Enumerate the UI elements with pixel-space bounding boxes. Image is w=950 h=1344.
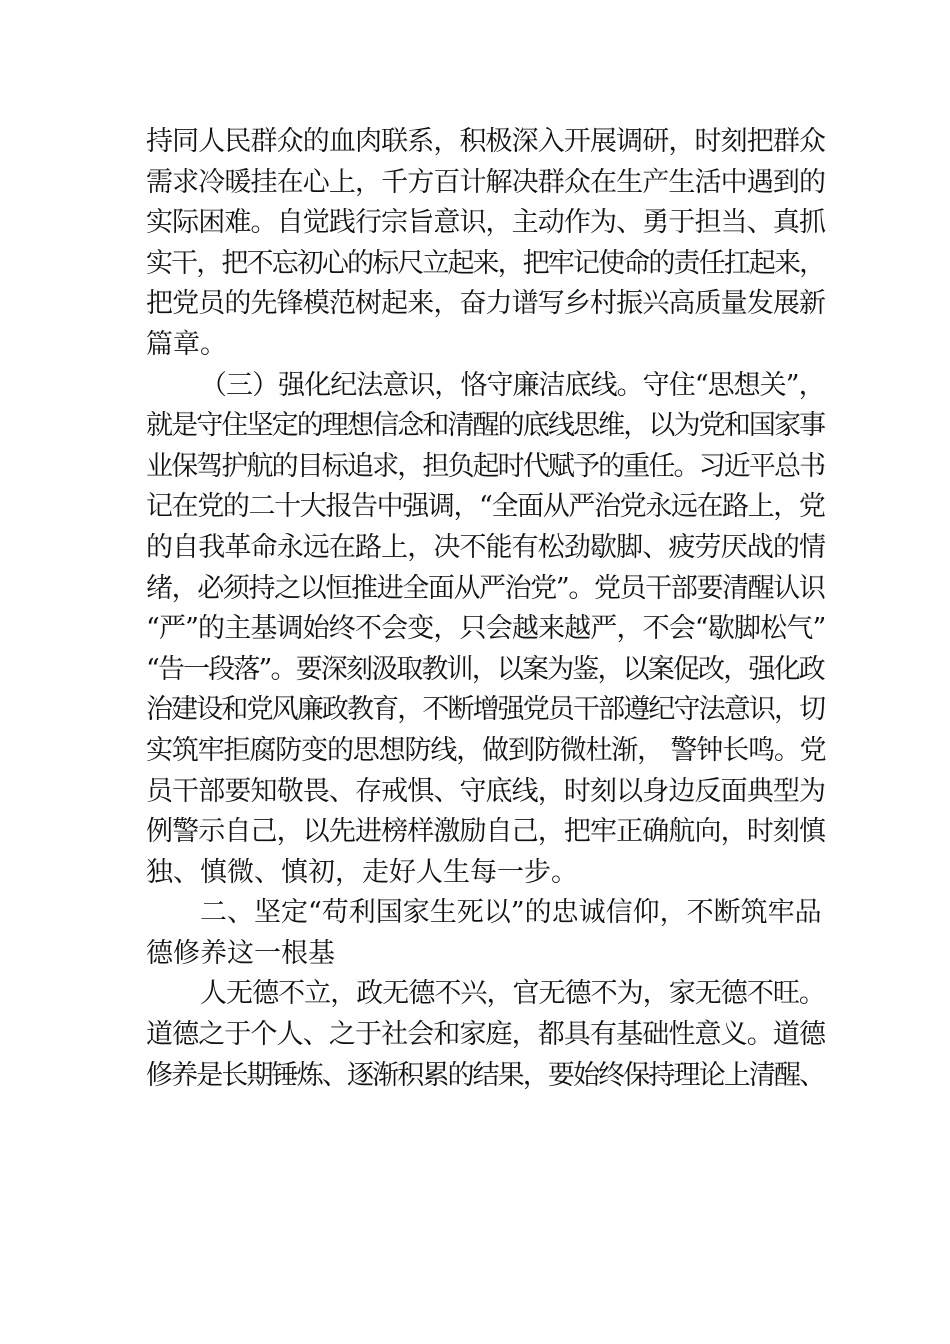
text-line: 把党员的先锋模范树起来，奋力谱写乡村振兴高质量发展新: [146, 288, 826, 320]
text-line: 绪，必须持之以恒推进全面从严治党”。党员干部要清醒认识: [146, 572, 825, 604]
section-heading-line: 德修养这一根基: [146, 937, 335, 969]
text-line: 例警示自己，以先进榜样激励自己，把牢正确航向，时刻慎: [146, 816, 826, 848]
text-line: 独、慎微、慎初，走好人生每一步。: [146, 856, 578, 888]
text-line: 人无德不立，政无德不兴，官无德不为，家无德不旺。: [200, 978, 825, 1010]
text-line: 实干，把不忘初心的标尺立起来，把牢记使命的责任扛起来，: [146, 247, 825, 279]
text-line: 业保驾护航的目标追求，担负起时代赋予的重任。习近平总书: [146, 450, 825, 482]
text-line: 的自我革命永远在路上，决不能有松劲歇脚、疲劳厌战的情: [146, 531, 826, 563]
text-line: 修养是长期锤炼、逐渐积累的结果，要始终保持理论上清醒、: [146, 1059, 825, 1091]
text-line: 需求冷暖挂在心上，千方百计解决群众在生产生活中遇到的: [146, 166, 826, 198]
text-line: 道德之于个人、之于社会和家庭，都具有基础性意义。道德: [146, 1019, 826, 1051]
text-line: “严”的主基调始终不会变，只会越来越严，不会“歇脚松气”: [146, 613, 826, 645]
text-line: “告一段落”。要深刻汲取教训，以案为鉴，以案促改，强化政: [146, 653, 824, 685]
text-line: 实际困难。自觉践行宗旨意识，主动作为、勇于担当、真抓: [146, 207, 826, 239]
text-line: 记在党的二十大报告中强调，“全面从严治党永远在路上，党: [146, 491, 825, 523]
section-heading-line: 二、坚定“苟利国家生死以”的忠诚信仰，不断筑牢品: [200, 897, 822, 929]
text-line: 持同人民群众的血肉联系，积极深入开展调研，时刻把群众: [146, 126, 826, 157]
text-line: 治建设和党风廉政教育，不断增强党员干部遵纪守法意识，切: [146, 694, 825, 726]
text-line: 就是守住坚定的理想信念和清醒的底线思维，以为党和国家事: [146, 410, 825, 442]
section-heading-line: （三）强化纪法意识，恪守廉洁底线。守住“思想关”，: [200, 369, 825, 401]
body-text: [146, 122, 826, 1096]
text-line: 员干部要知敬畏、存戒惧、守底线，时刻以身边反面典型为: [146, 775, 826, 807]
text-line: 篇章。: [146, 328, 227, 360]
text-line: 实筑牢拒腐防变的思想防线，做到防微杜渐， 警钟长鸣。党: [146, 734, 826, 766]
